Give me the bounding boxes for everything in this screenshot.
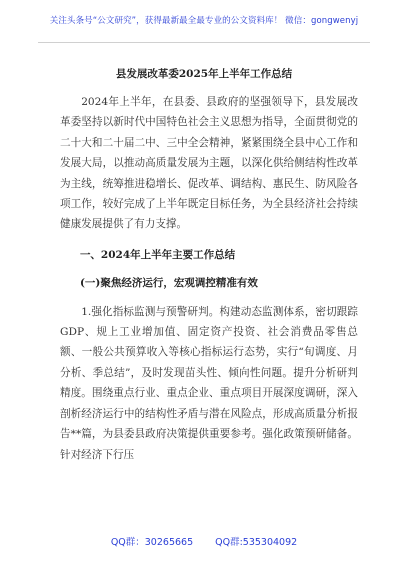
section-heading: 一、2024年上半年主要工作总结 [79, 248, 236, 261]
document-title: 县发展改革委2025年上半年工作总结 [115, 68, 293, 80]
promo-banner: 关注头条号“公文研究”，获得最新最全最专业的公文资料库！ 微信：gongwenyj [49, 16, 359, 26]
item-paragraph: 1.强化指标监测与预警研判。构建动态监测体系，密切跟踪GDP、规上工业增加值、固定资产投资、社会消费品零售总额、一般公共预算收入等核心指标运行态势，实行“旬调度、月分析、季总结”，及时发现苗头性、倾向性问题。提升分析研判精度。围绕重点行业、重点企业、重点项目开展深度调研，深入剖析经济运行中的结构性矛盾与潜在风险点，形成高质量分析报告**篇，为县委县政府决策提供重要参考。强化政策预研储备。针对经济下行压 [60, 305, 358, 461]
qq-group-2: QQ群:535304092 [215, 537, 298, 548]
qq-group-1: QQ群：30265665 [110, 537, 194, 548]
subsection-heading: (一)聚焦经济运行，宏观调控精准有效 [79, 277, 258, 290]
intro-paragraph: 2024年上半年，在县委、县政府的坚强领导下，县发展改革委坚持以新时代中国特色社会主义思想为指导，全面贯彻党的二十大和二十届二中、三中全会精神，紧紧围绕全县中心工作和发展大局，以推动高质量发展为主题，以深化供给侧结构性改革为主线，统筹推进稳增长、促改革、调结构、惠民生、防风险各项工作，较好完成了上半年既定目标任务，为全县经济社会持续健康发展提供了有力支撑。 [60, 96, 358, 231]
footer-contact [0, 534, 408, 548]
document-body [60, 92, 358, 465]
header-divider [38, 42, 370, 43]
